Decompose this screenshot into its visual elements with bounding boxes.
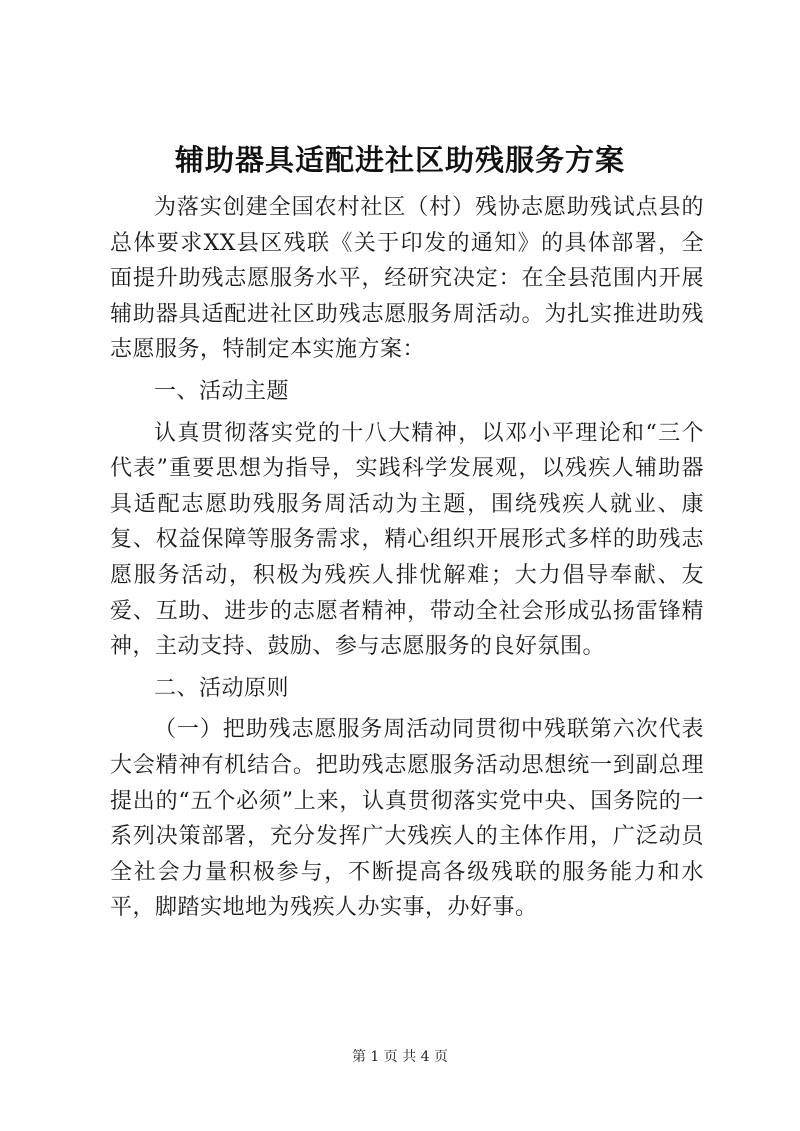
section-1-paragraph: 认真贯彻落实党的十八大精神，以邓小平理论和“三个代表”重要思想为指导，实践科学发展观，以残疾人辅助器具适配志愿助残服务周活动为主题，围绕残疾人就业、康复、权益保障等服务需求，精心组织开展形式多样的助残志愿服务活动，积极为残疾人排忧解难；大力倡导奉献、友爱、互助、进步的志愿者精神，带动全社会形成弘扬雷锋精神，主动支持、鼓励、参与志愿服务的良好氛围。 xyxy=(110,420,704,660)
section-2-item-1-paragraph: （一）把助残志愿服务周活动同贯彻中残联第六次代表大会精神有机结合。把助残志愿服务活动思想统一到副总理提出的“五个必须”上来，认真贯彻落实党中央、国务院的一系列决策部署，充分发挥广大残疾人的主体作用，广泛动员全社会力量积极参与，不断提高各级残联的服务能力和水平，脚踏实地地为残疾人办实事，办好事。 xyxy=(110,717,704,921)
page-footer: 第 1 页 共 4 页 xyxy=(351,1049,449,1065)
document-body xyxy=(110,190,704,926)
document-title: 辅助器具适配进社区助残服务方案 xyxy=(174,143,625,177)
section-1-heading: 一、活动主题 xyxy=(154,378,290,404)
section-2-heading: 二、活动原则 xyxy=(154,675,290,701)
intro-paragraph: 为落实创建全国农村社区（村）残协志愿助残试点县的总体要求XX县区残联《关于印发的通知》的具体部署，全面提升助残志愿服务水平，经研究决定：在全县范围内开展辅助器具适配进社区助残志愿服务周活动。为扎实推进助残志愿服务，特制定本实施方案： xyxy=(110,195,704,363)
